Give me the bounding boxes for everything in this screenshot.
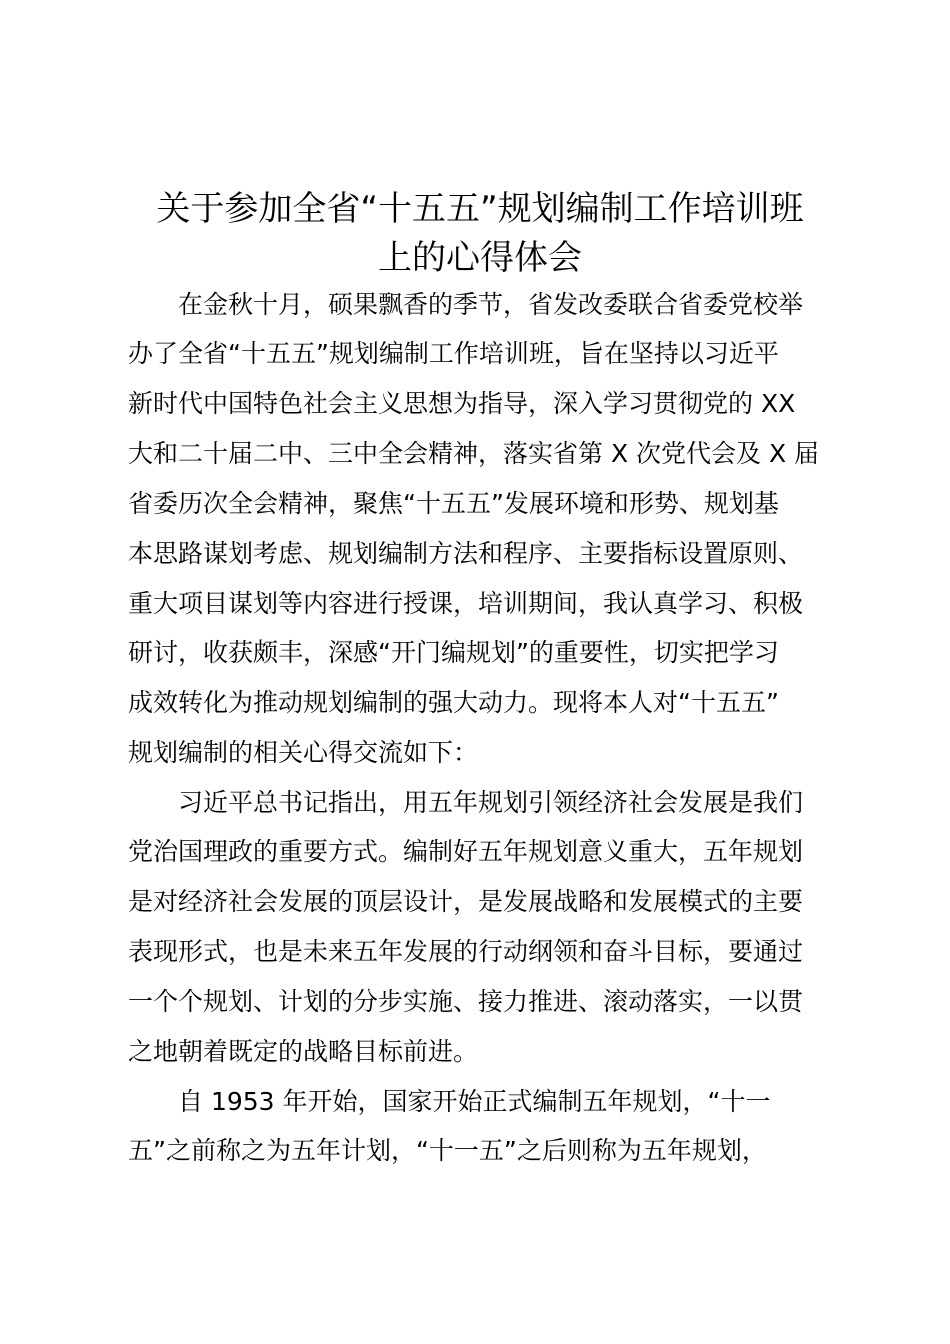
body-line: 省委历次全会精神，聚焦“十五五”发展环境和形势、规划基 — [128, 489, 779, 518]
document-title-line-1: 关于参加全省“十五五”规划编制工作培训班 — [156, 189, 804, 229]
body-line: 五”之前称之为五年计划，“十一五”之后则称为五年规划， — [128, 1136, 767, 1165]
body-line: 大和二十届二中、三中全会精神，落实省第 X 次党代会及 X 届 — [128, 439, 820, 468]
body-line: 新时代中国特色社会主义思想为指导，深入学习贯彻党的 XX — [128, 389, 796, 418]
body-line: 研讨，收获颇丰，深感“开门编规划”的重要性，切实把学习 — [128, 638, 779, 667]
body-line: 规划编制的相关心得交流如下： — [128, 738, 479, 767]
body-line: 成效转化为推动规划编制的强大动力。现将本人对“十五五” — [128, 688, 779, 717]
body-line: 重大项目谋划等内容进行授课，培训期间，我认真学习、积极 — [128, 589, 804, 618]
body-line: 自 1953 年开始，国家开始正式编制五年规划，“十一 — [128, 1087, 771, 1116]
body-line: 之地朝着既定的战略目标前进。 — [128, 1037, 479, 1066]
body-line: 本思路谋划考虑、规划编制方法和程序、主要指标设置原则、 — [128, 539, 804, 568]
body-line: 习近平总书记指出，用五年规划引领经济社会发展是我们 — [128, 788, 804, 817]
body-line: 是对经济社会发展的顶层设计，是发展战略和发展模式的主要 — [128, 887, 804, 916]
body-line: 在金秋十月，硕果飘香的季节，省发改委联合省委党校举 — [128, 290, 804, 319]
body-line: 一个个规划、计划的分步实施、接力推进、滚动落实，一以贯 — [128, 987, 804, 1016]
body-line: 办了全省“十五五”规划编制工作培训班，旨在坚持以习近平 — [128, 339, 779, 368]
document-title-line-2: 上的心得体会 — [378, 238, 582, 278]
body-line: 表现形式，也是未来五年发展的行动纲领和奋斗目标，要通过 — [128, 937, 804, 966]
body-line: 党治国理政的重要方式。编制好五年规划意义重大，五年规划 — [128, 837, 804, 866]
